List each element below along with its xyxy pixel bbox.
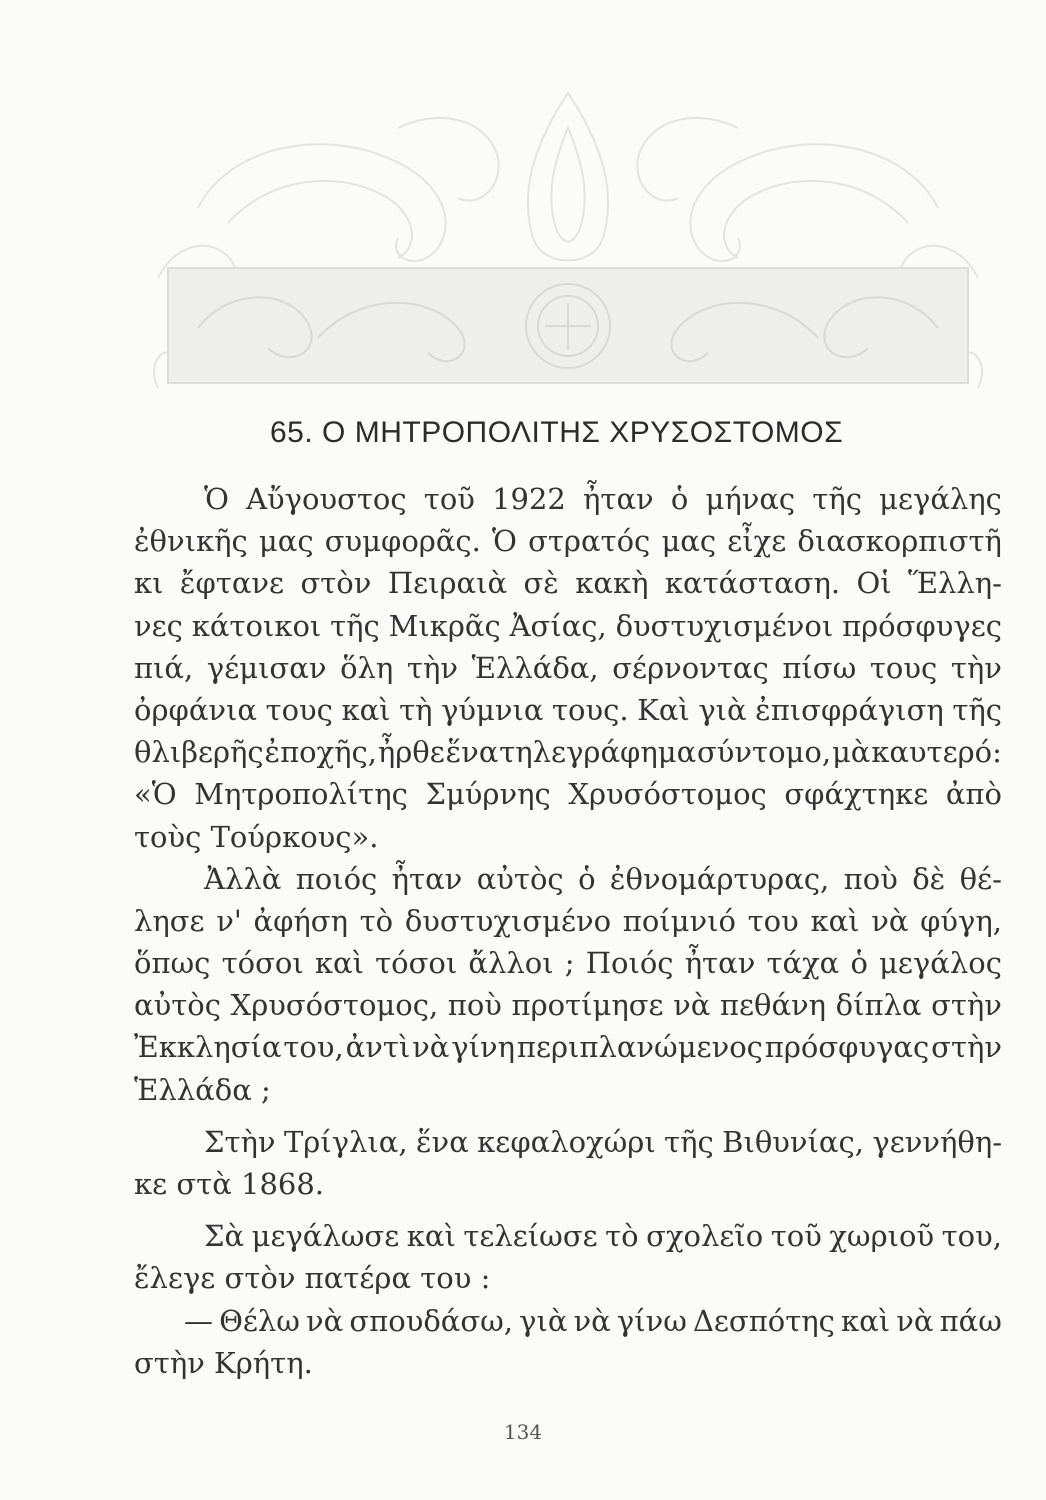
text-line: «Ὁ Μητροπολίτης Σμύρνης Χρυσόστομος σφάχτηκε ἀπὸ xyxy=(134,777,1002,812)
text-line: Ἐκκλησία του, ἀντὶ νὰ γίνη περιπλανώμενος πρόσφυγας στὴν xyxy=(134,1030,1002,1065)
text-line: στὴν Κρήτη. xyxy=(134,1345,313,1380)
text-line: λησε ν' ἀφήση τὸ δυστυχισμένο ποίμνιό του καὶ νὰ φύγη, xyxy=(134,903,1002,938)
text-line: Σὰ μεγάλωσε καὶ τελείωσε τὸ σχολεῖο τοῦ χωριοῦ του, xyxy=(204,1219,1002,1254)
text-line: Ἀλλὰ ποιός ἦταν αὐτὸς ὁ ἐθνομάρτυρας, ποὺ δὲ θέ- xyxy=(204,861,1002,896)
text-line: Ὁ Αὔγουστος τοῦ 1922 ἦταν ὁ μήνας τῆς μεγάλης xyxy=(204,482,1002,516)
text-line: κε στὰ 1868. xyxy=(134,1167,325,1201)
text-line: αὐτὸς Χρυσόστομος, ποὺ προτίμησε νὰ πεθάνη δίπλα στὴν xyxy=(134,988,1002,1023)
headpiece-ornament xyxy=(138,88,998,418)
text-line: τοὺς Τούρκους». xyxy=(134,819,379,854)
text-line: θλιβερῆς ἐποχῆς, ἦρθε ἕνα τηλεγράφημα σύντομο, μὰ καυτερό: xyxy=(134,735,1002,770)
text-line: ἐθνικῆς μας συμφορᾶς. Ὁ στρατός μας εἶχε διασκορπιστῆ xyxy=(134,524,1002,559)
body-text xyxy=(134,478,1002,1384)
text-line: πιά, γέμισαν ὅλη τὴν Ἑλλάδα, σέρνοντας πίσω τους τὴν xyxy=(134,650,1002,685)
text-line: Ἑλλάδα ; xyxy=(134,1072,271,1107)
text-line: Στὴν Τρίγλια, ἕνα κεφαλοχώρι τῆς Βιθυνίας, γεννήθη- xyxy=(204,1124,1002,1159)
text-line: νες κάτοικοι τῆς Μικρᾶς Ἀσίας, δυστυχισμένοι πρόσφυγες xyxy=(134,608,1002,643)
page-number: 134 xyxy=(503,1420,543,1444)
text-line: ὀρφάνια τους καὶ τὴ γύμνια τους. Καὶ γιὰ ἐπισφράγιση τῆς xyxy=(134,692,1002,727)
text-line: ὅπως τόσοι καὶ τόσοι ἄλλοι ; Ποιός ἦταν τάχα ὁ μεγάλος xyxy=(134,946,1002,981)
text-line: — Θέλω νὰ σπουδάσω, γιὰ νὰ γίνω Δεσπότης καὶ νὰ πάω xyxy=(184,1303,1002,1338)
text-line: ἔλεγε στὸν πατέρα του : xyxy=(134,1261,491,1296)
chapter-title: 65. Ο ΜΗΤΡΟΠΟΛΙΤΗΣ ΧΡΥΣΟΣΤΟΜΟΣ xyxy=(270,416,844,449)
text-line: κι ἔφτανε στὸν Πειραιὰ σὲ κακὴ κατάσταση. Οἱ Ἕλλη- xyxy=(134,566,1002,601)
